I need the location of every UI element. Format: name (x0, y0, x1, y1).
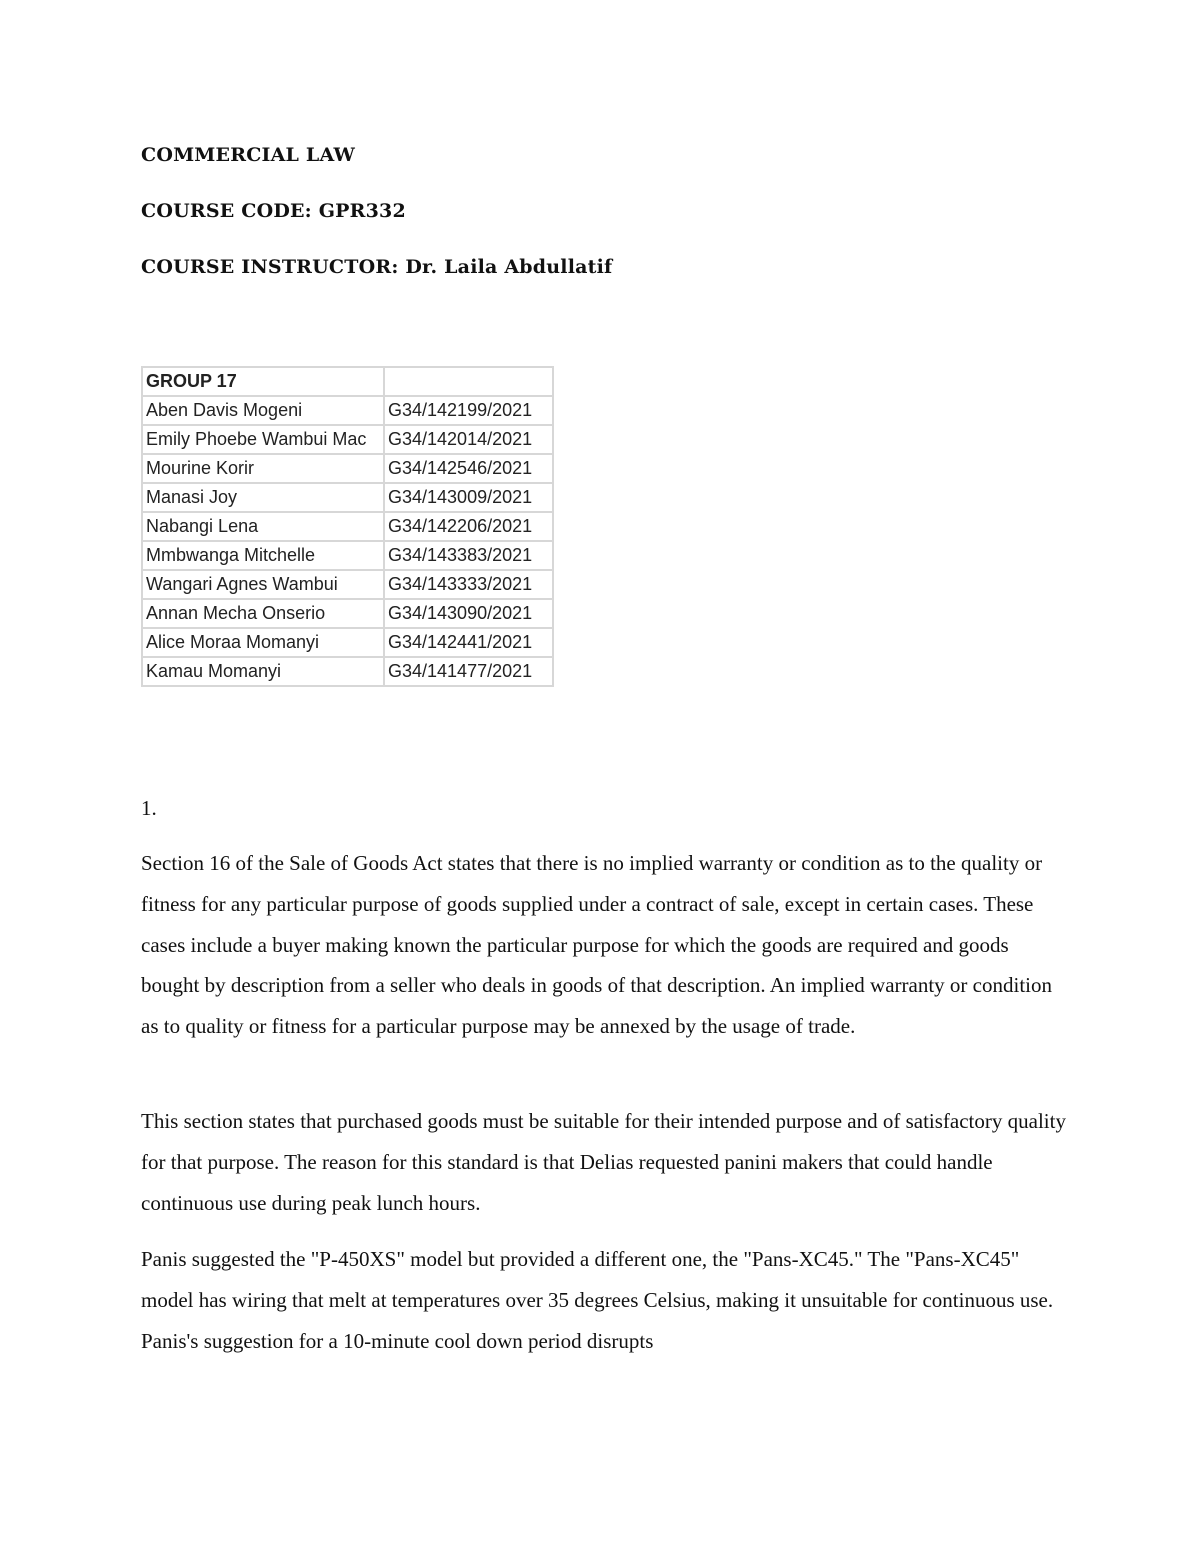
member-reg-number: G34/143333/2021 (384, 570, 553, 599)
group-title-cell: GROUP 17 (142, 367, 384, 396)
member-reg-number: G34/143383/2021 (384, 541, 553, 570)
table-row (142, 657, 553, 686)
member-reg-number: G34/143009/2021 (384, 483, 553, 512)
course-code: COURSE CODE: GPR332 (141, 200, 406, 222)
body-paragraph: This section states that purchased goods must be suitable for their intended purpose and of satisfactory quality for that purpose. The reason for this standard is that Delias requested panini makers that could handle continuous use during peak lunch hours. (141, 1109, 1066, 1215)
course-instructor: COURSE INSTRUCTOR: Dr. Laila Abdullatif (141, 256, 613, 278)
member-name: Kamau Momanyi (142, 657, 384, 686)
body-paragraph: Section 16 of the Sale of Goods Act states that there is no implied warranty or condition as to the quality or fitness for any particular purpose of goods supplied under a contract of sale, except in certain cases. These cases include a buyer making known the particular purpose for which the goods are required and goods bought by description from a seller who deals in goods of that description. An implied warranty or condition as to quality or fitness for a particular purpose may be annexed by the usage of trade. (141, 851, 1052, 1039)
member-name: Alice Moraa Momanyi (142, 628, 384, 657)
member-reg-number: G34/142014/2021 (384, 425, 553, 454)
table-row (142, 396, 553, 425)
member-name: Wangari Agnes Wambui (142, 570, 384, 599)
member-name: Emily Phoebe Wambui Mac (142, 425, 384, 454)
table-row (142, 599, 553, 628)
table-row (142, 483, 553, 512)
table-row (142, 570, 553, 599)
table-header-row (142, 367, 553, 396)
member-reg-number: G34/142441/2021 (384, 628, 553, 657)
member-reg-number: G34/142546/2021 (384, 454, 553, 483)
table-row (142, 541, 553, 570)
member-reg-number: G34/141477/2021 (384, 657, 553, 686)
question-number: 1. (141, 796, 157, 820)
member-name: Manasi Joy (142, 483, 384, 512)
group-members-table (141, 366, 554, 687)
member-name: Mourine Korir (142, 454, 384, 483)
member-name: Aben Davis Mogeni (142, 396, 384, 425)
course-title: COMMERCIAL LAW (141, 144, 356, 166)
member-name: Mmbwanga Mitchelle (142, 541, 384, 570)
body-paragraph: Panis suggested the "P-450XS" model but provided a different one, the "Pans-XC45." The "Pans-XC45" model has wiring that melt at temperatures over 35 degrees Celsius, making it unsuitable for continuous use. Panis's suggestion for a 10-minute cool down period disrupts (141, 1247, 1054, 1353)
member-reg-number: G34/142206/2021 (384, 512, 553, 541)
member-name: Annan Mecha Onserio (142, 599, 384, 628)
member-name: Nabangi Lena (142, 512, 384, 541)
member-reg-number: G34/143090/2021 (384, 599, 553, 628)
table-row (142, 628, 553, 657)
group-title-empty-cell (384, 367, 553, 396)
member-reg-number: G34/142199/2021 (384, 396, 553, 425)
table-row (142, 425, 553, 454)
table-row (142, 512, 553, 541)
table-row (142, 454, 553, 483)
